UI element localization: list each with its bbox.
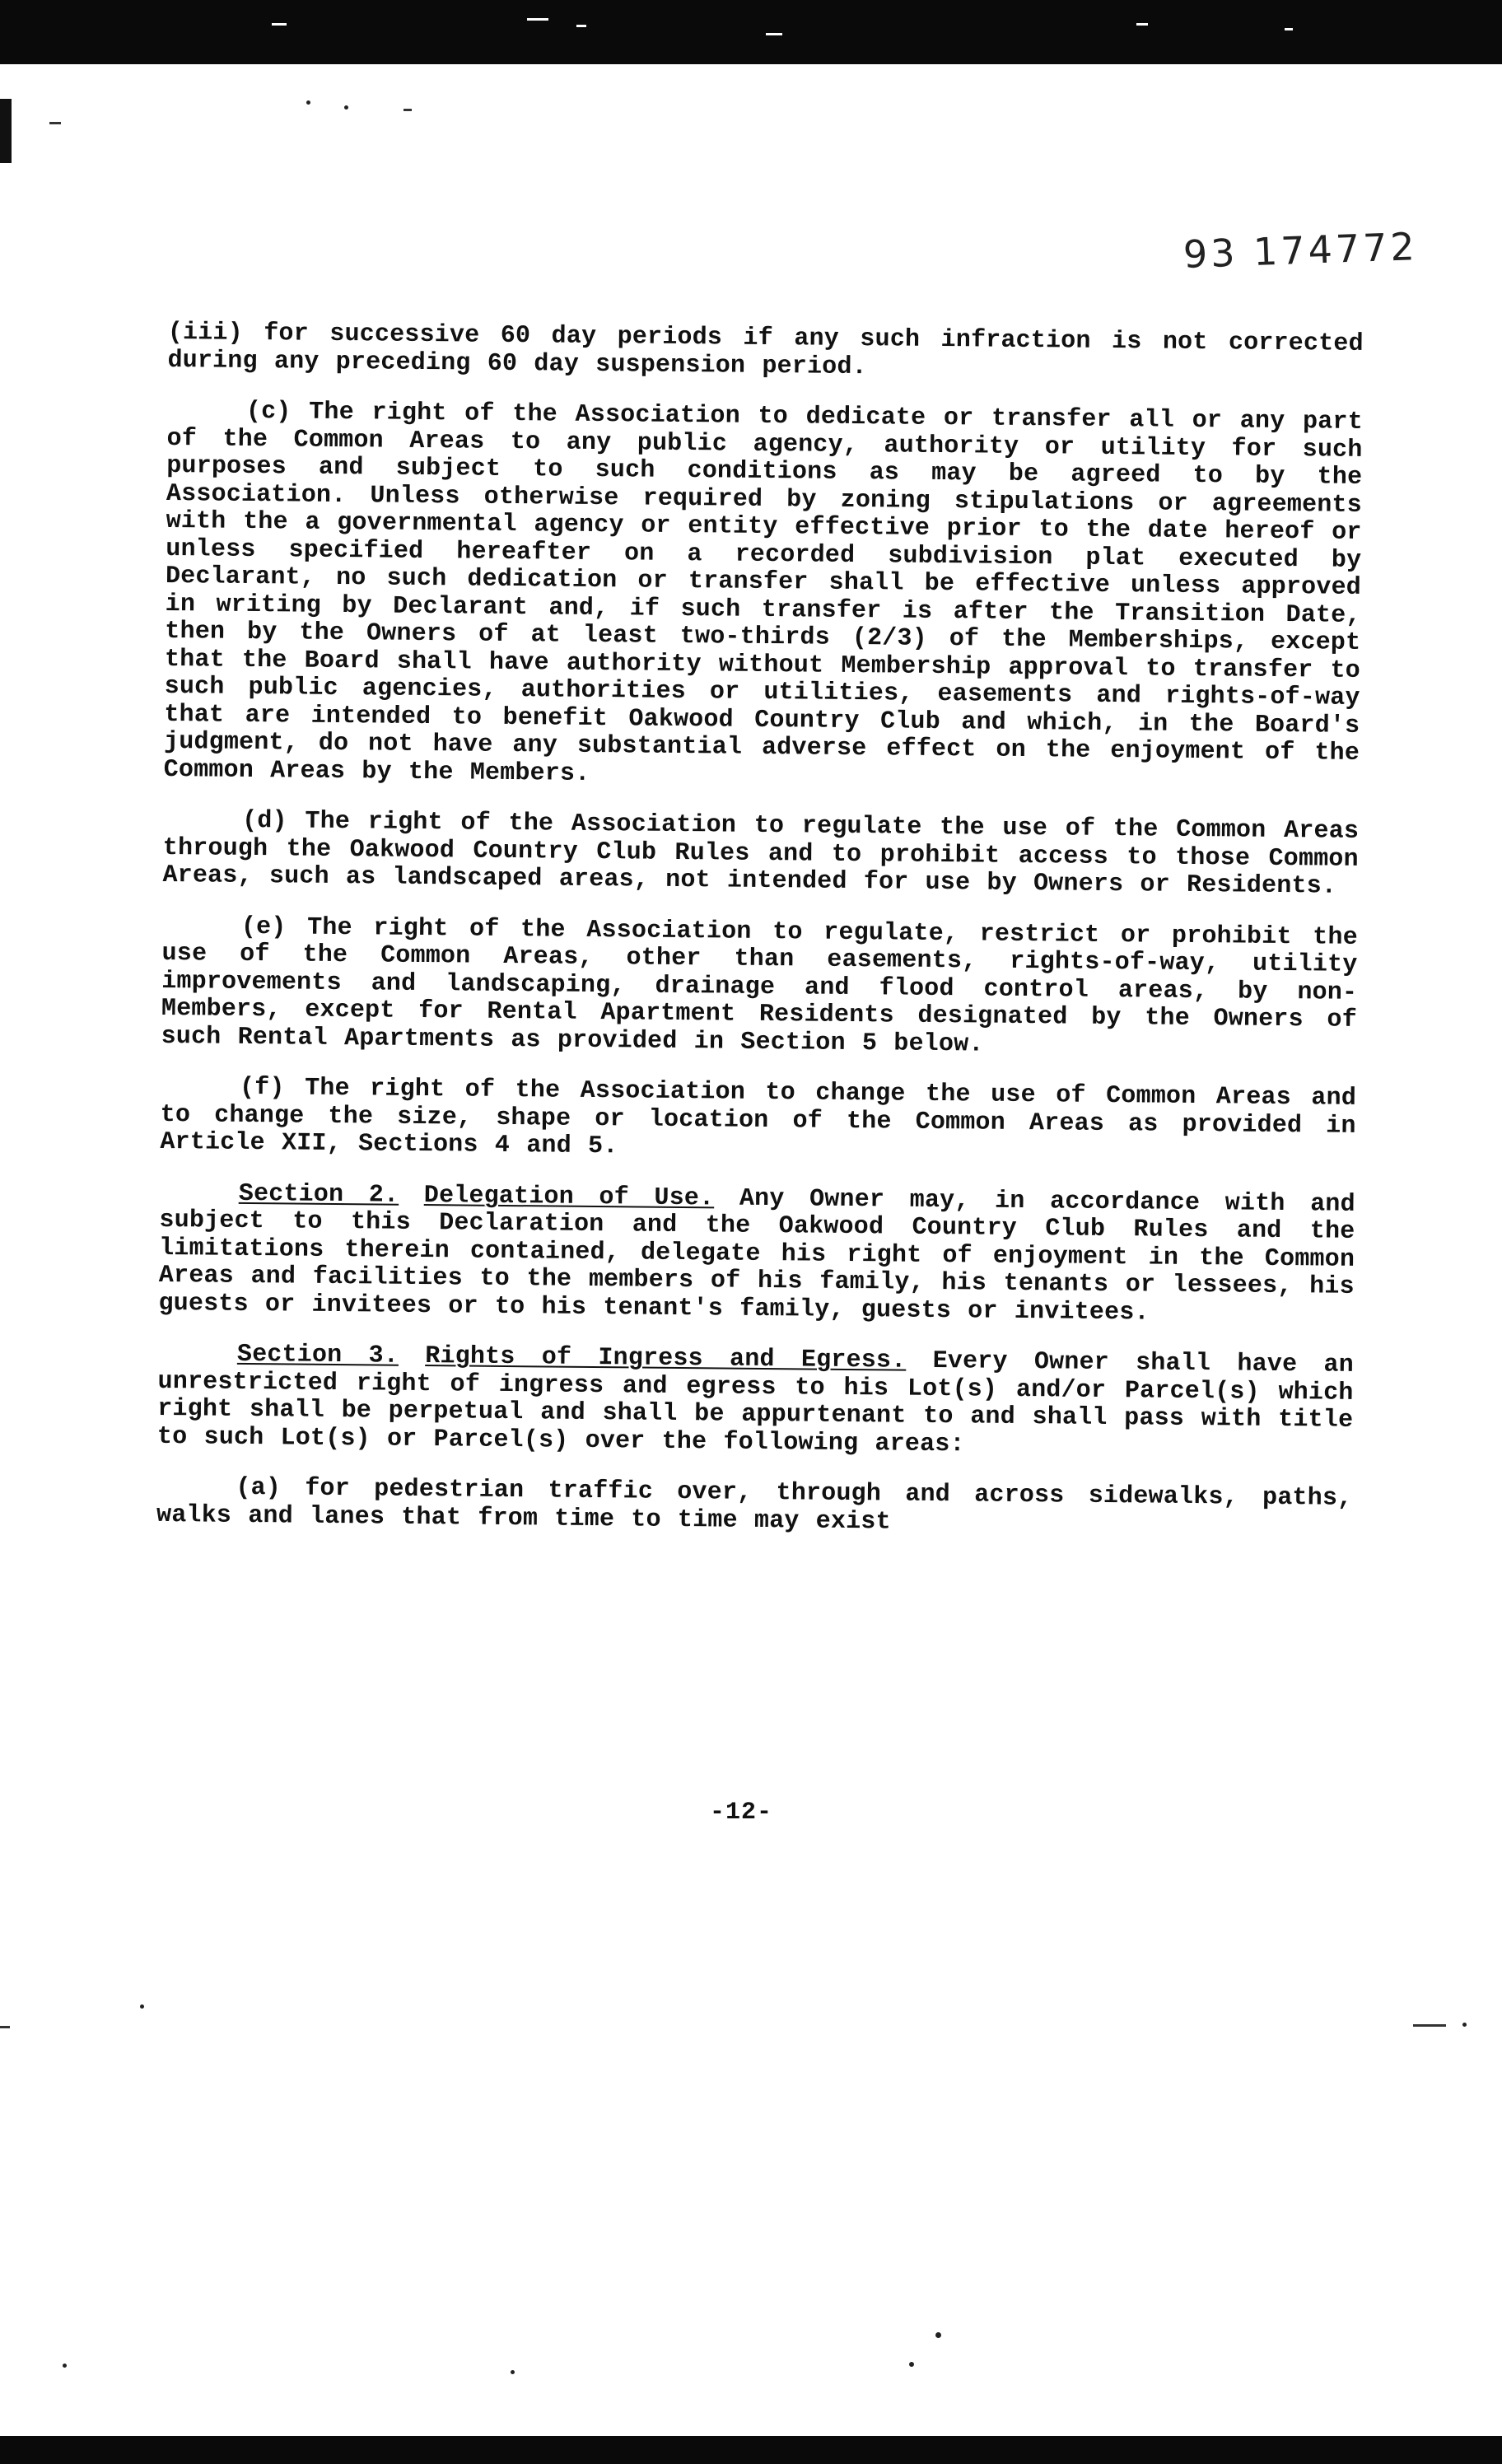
section-2-text: Any Owner may, in accordance with and subject to this Declaration and the Oakwood Country Club Rules and the limitations therein contained, delegate his right of enjoyment in the Common Areas and facilities to the members of his family, his tenants or lessees, his guests or invitees or to his tenant's family, guests or invitees. <box>158 1184 1355 1327</box>
paragraph-a: (a) for pedestrian traffic over, through and across sidewalks, paths, walks and lanes that from time to time may exist <box>156 1473 1353 1536</box>
paragraph-iii: (iii) for successive 60 day periods if any such infraction is not corrected during any preceding 60 day suspension period. <box>167 319 1364 381</box>
scan-speck <box>576 25 586 27</box>
scan-speck <box>766 33 782 35</box>
scan-speck <box>403 109 412 111</box>
scan-speck <box>0 2026 10 2028</box>
scan-speck <box>306 100 310 105</box>
section-2-paragraph <box>158 1179 1355 1328</box>
paragraph-d: (d) The right of the Association to regulate the use of the Common Areas through the Oakwood Country Club Rules and to prohibit access to those Common Areas, such as landscaped areas, not intended for use by Owners or Residents. <box>162 806 1360 901</box>
scan-speck <box>511 2370 515 2374</box>
paragraph-e: (e) The right of the Association to regulate, restrict or prohibit the use of the Common Areas, other than easements, rights-of-way, utility improvements and landscaping, drainage and flood control areas, by non-Members, except for Rental Apartment Residents designated by the Owners of such Rental Apartments as provided in Section 5 below. <box>161 912 1359 1059</box>
document-body <box>156 320 1364 1564</box>
scan-speck <box>272 23 287 26</box>
scan-speck <box>344 105 348 110</box>
scan-border-top <box>0 0 1502 64</box>
scan-speck <box>527 18 548 21</box>
paragraph-f: (f) The right of the Association to change the use of Common Areas and to change the size, shape or location of the Common Areas as provided in Article XII, Sections 4 and 5. <box>160 1073 1357 1161</box>
section-3-text: Every Owner shall have an unrestricted right of ingress and egress to his Lot(s) and/or Parcel(s) which right shall be perpetual and shall be appurtenant to and shall pass with title to such Lot(s) or Parcel(s) over the following areas: <box>156 1346 1355 1458</box>
scan-speck <box>49 122 61 124</box>
paragraph-c: (c) The right of the Association to dedicate or transfer all or any part of the Common Areas to any public agency, authority or utility for such purposes and subject to such conditions as may be agreed to by the Association. Unless otherwise required by zoning stipulations or agreements with the a governmental agency or entity effective prior to the date hereof or unless specified hereafter on a recorded subdivision plat executed by Declarant, no such dedication or transfer shall be effective unless approved in writing by Declarant and, if such transfer is after the Transition Date, then by the Owners of at least two-thirds (2/3) of the Memberships, except that the Board shall have authority without Membership approval to transfer to such public agencies, authorities or utilities, easements and rights-of-way that are intended to benefit Oakwood Country Club and which, in the Board's judgment, do not have any substantial adverse effect on the enjoyment of the Common Areas by the Members. <box>163 397 1364 788</box>
scan-speck <box>140 2004 144 2009</box>
page-number: -12- <box>710 1799 773 1827</box>
section-2-number: Section 2. <box>238 1179 399 1210</box>
scan-speck <box>1285 28 1293 30</box>
scan-speck <box>935 2332 941 2338</box>
scan-speck <box>909 2362 914 2367</box>
section-3-paragraph <box>157 1341 1354 1463</box>
scan-speck <box>1413 2024 1446 2027</box>
scan-edge-mark <box>0 99 12 163</box>
section-3-number: Section 3. <box>236 1340 399 1370</box>
scan-speck <box>63 2364 67 2368</box>
scan-speck <box>1136 23 1148 26</box>
section-3-heading: Rights of Ingress and Egress. <box>425 1342 907 1375</box>
scan-border-bottom <box>0 2436 1502 2464</box>
scan-speck <box>1462 2023 1467 2027</box>
section-2-heading: Delegation of Use. <box>423 1181 715 1212</box>
document-record-number: 93 174772 <box>1182 224 1419 277</box>
